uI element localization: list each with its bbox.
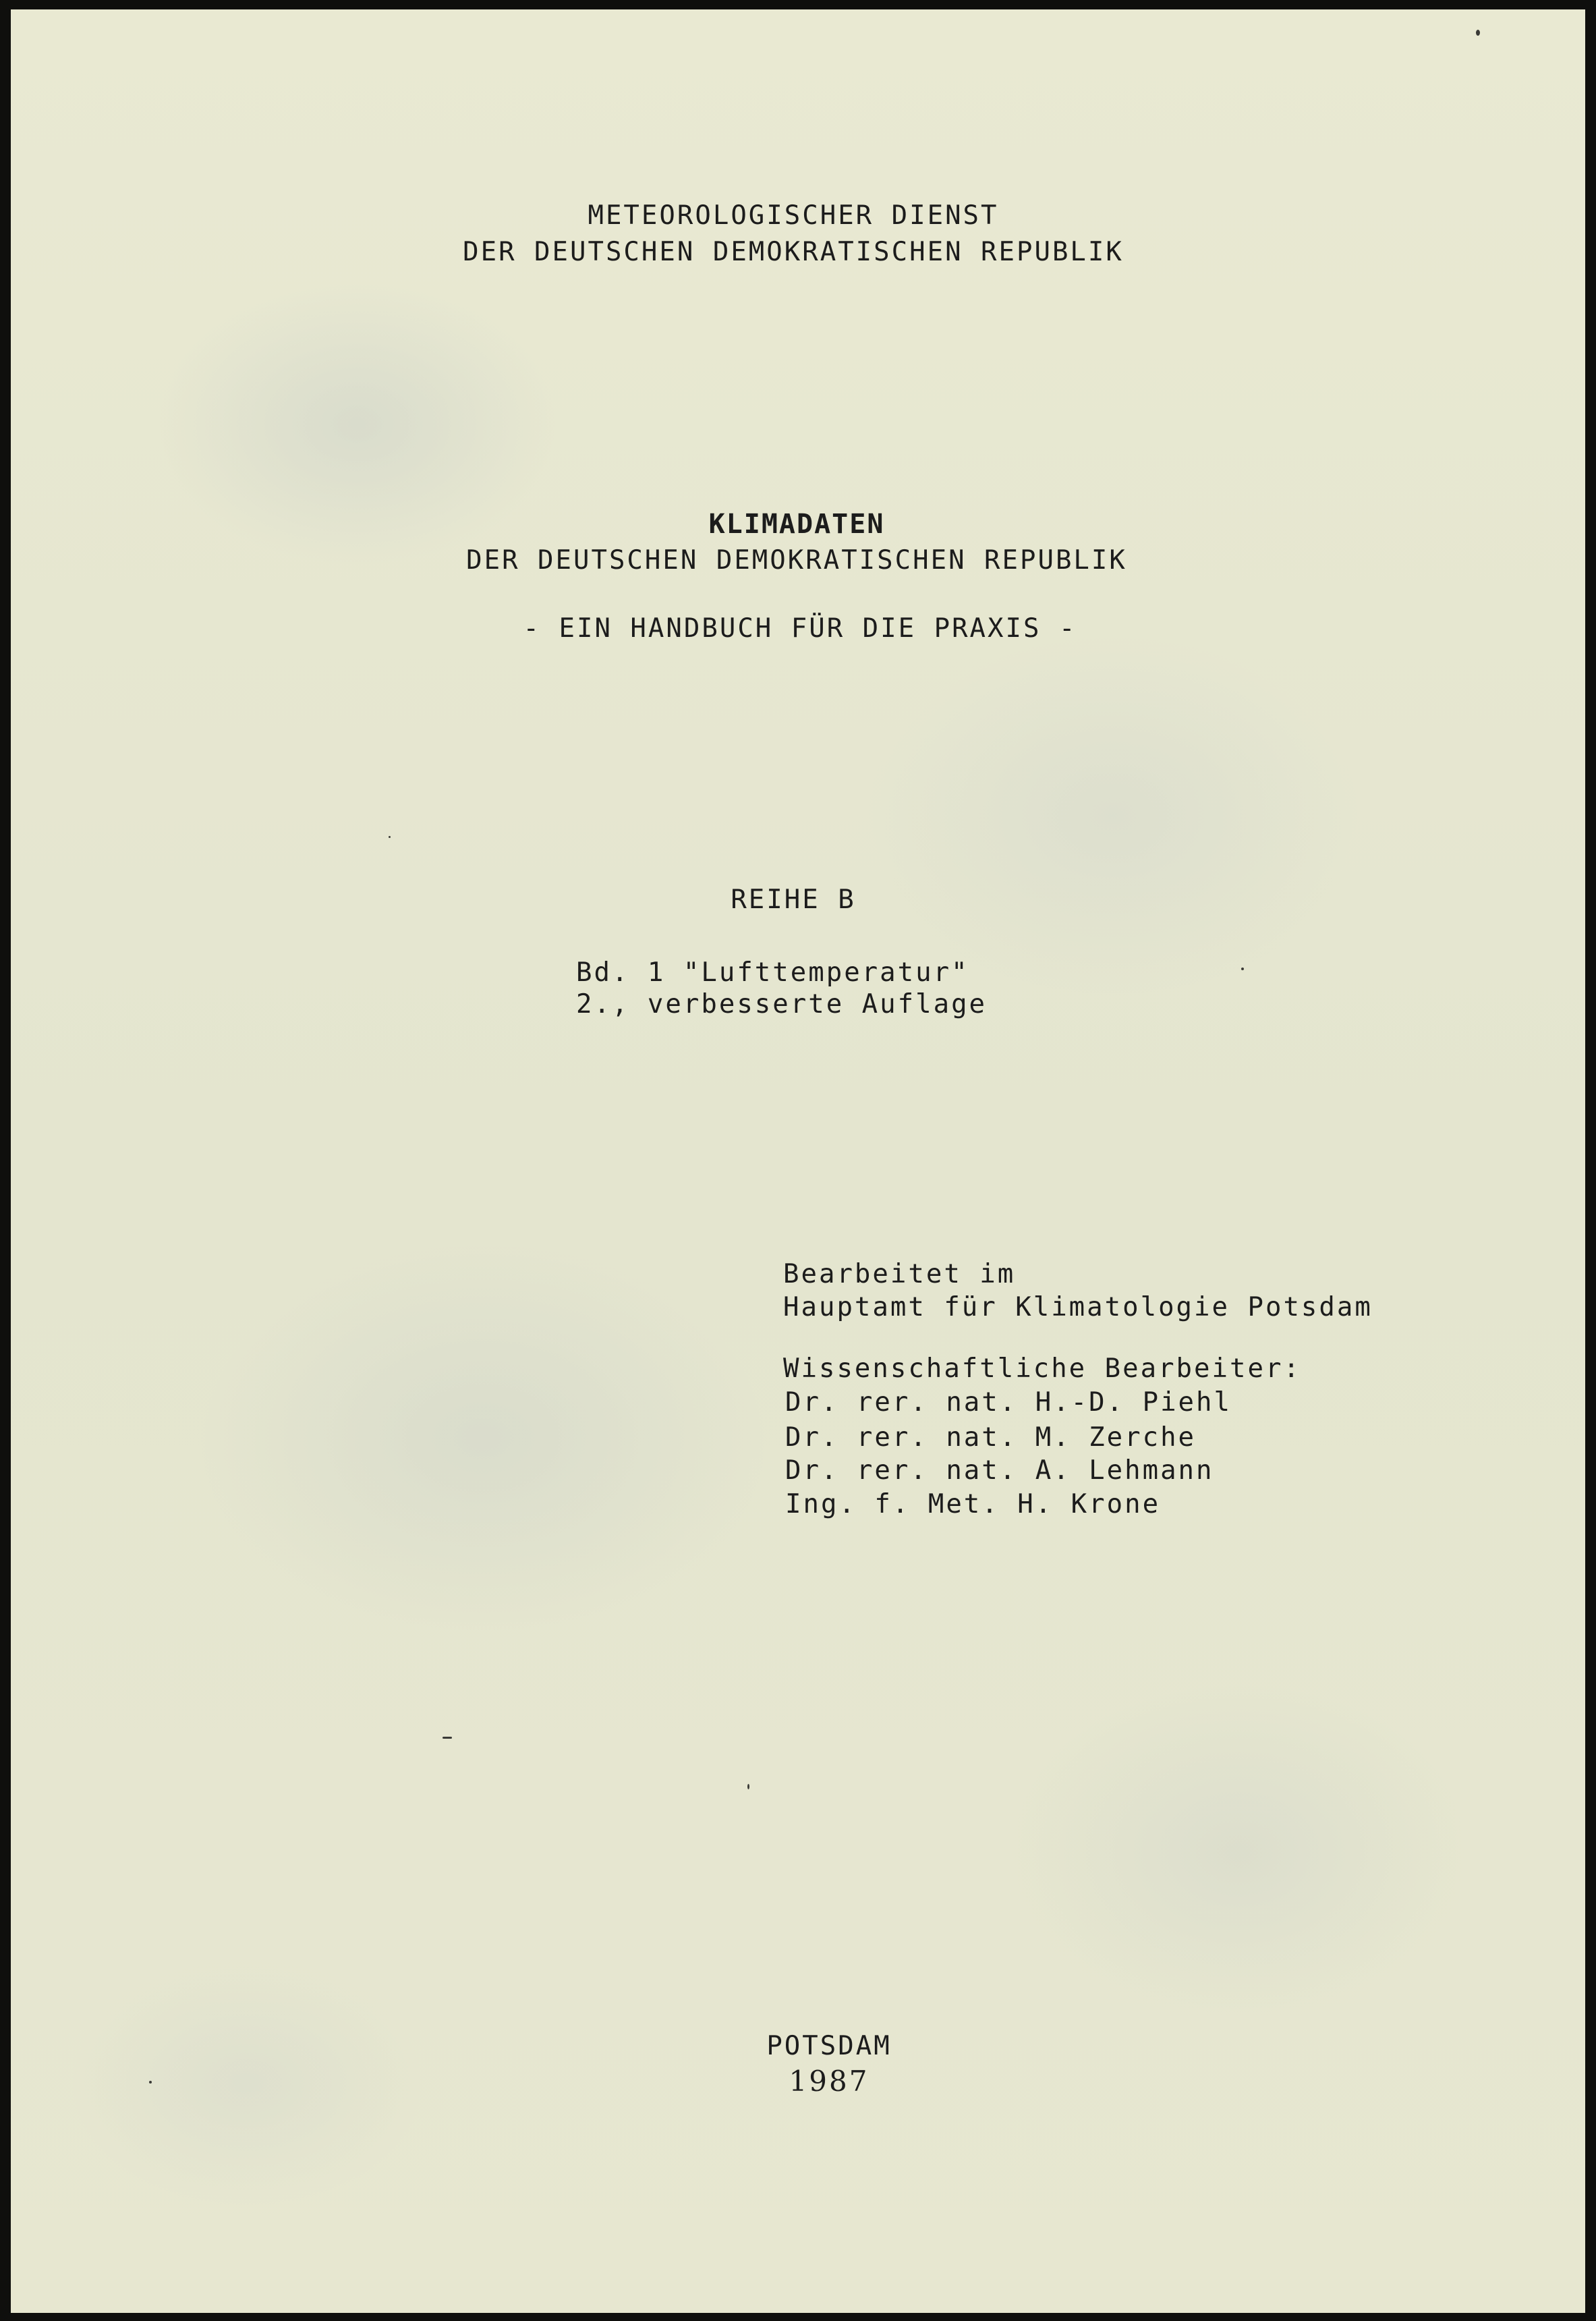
paper-speck (389, 836, 391, 838)
series-label: REIHE B (731, 885, 856, 915)
paper-speck (1241, 968, 1244, 970)
document-tagline: - EIN HANDBUCH FÜR DIE PRAXIS - (523, 613, 1077, 644)
processed-at-line-2: Hauptamt für Klimatologie Potsdam (783, 1292, 1373, 1322)
document-subtitle: DER DEUTSCHEN DEMOKRATISCHEN REPUBLIK (466, 545, 1127, 576)
paper-speck (747, 1784, 749, 1789)
editor-entry: Dr. rer. nat. A. Lehmann (785, 1455, 1214, 1486)
imprint-place: POTSDAM (766, 2031, 892, 2061)
editor-entry: Ing. f. Met. H. Krone (785, 1489, 1161, 1519)
institution-name: METEOROLOGISCHER DIENST (588, 200, 999, 231)
editors-heading: Wissenschaftliche Bearbeiter: (783, 1353, 1301, 1384)
imprint-year: 1987 (789, 2065, 870, 2098)
edition-label: 2., verbesserte Auflage (576, 989, 988, 1019)
editor-entry: Dr. rer. nat. H.-D. Piehl (785, 1387, 1232, 1418)
document-title: KLIMADATEN (708, 509, 885, 540)
paper-speck (443, 1737, 452, 1739)
editor-entry: Dr. rer. nat. M. Zerche (785, 1422, 1197, 1453)
processed-at-line-1: Bearbeitet im (783, 1259, 1016, 1289)
paper-speck (1476, 30, 1480, 36)
title-page (11, 9, 1585, 2313)
volume-label: Bd. 1 "Lufttemperatur" (576, 957, 969, 988)
paper-speck (149, 2081, 152, 2084)
institution-country: DER DEUTSCHEN DEMOKRATISCHEN REPUBLIK (463, 237, 1124, 267)
